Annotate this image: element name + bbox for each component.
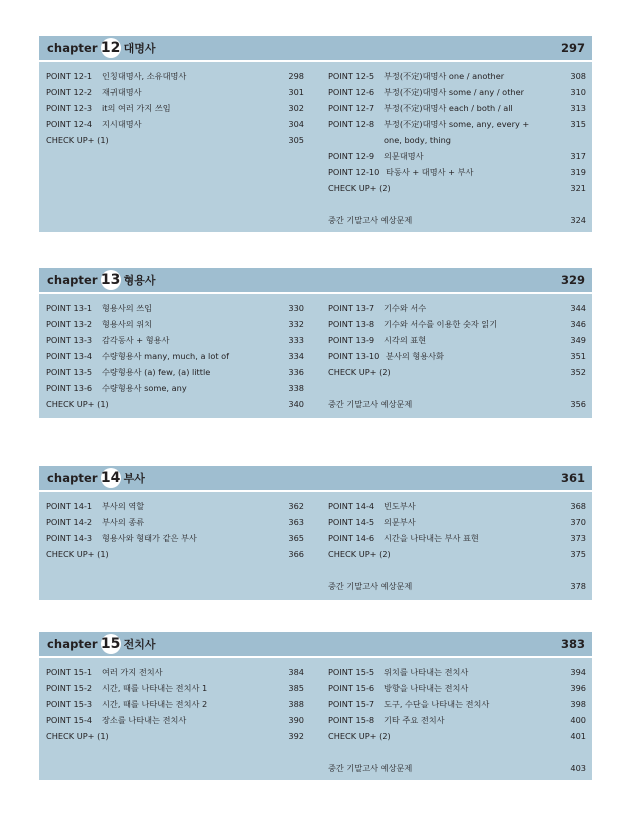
- entry-title: 형용사의 위치: [102, 319, 153, 329]
- entry-page: 321: [570, 183, 586, 193]
- chapter-contents: [39, 294, 592, 418]
- entry-code: POINT 15-5: [328, 667, 375, 677]
- toc-entry[interactable]: [328, 68, 586, 84]
- contents-right-column: [328, 664, 586, 776]
- chapter-number-badge: 15: [100, 636, 121, 652]
- entry-code: POINT 12-5: [328, 71, 375, 81]
- toc-entry[interactable]: [328, 316, 586, 332]
- entry-page: 298: [288, 71, 304, 81]
- entry-title: 방향을 나타내는 전치사: [384, 683, 469, 693]
- entry-page: 324: [570, 215, 586, 225]
- entry-page: 356: [570, 399, 586, 409]
- toc-entry[interactable]: [46, 84, 304, 100]
- entry-title: 도구, 수단을 나타내는 전치사: [384, 699, 490, 709]
- chapter-label: chapter: [47, 637, 98, 651]
- toc-entry[interactable]: [46, 712, 304, 728]
- contents-right-column: [328, 300, 586, 412]
- entry-code: POINT 13-10: [328, 351, 380, 361]
- entry-page: 340: [288, 399, 304, 409]
- chapter-header[interactable]: [39, 36, 592, 60]
- entry-page: 370: [570, 517, 586, 527]
- contents-right-column: [328, 498, 586, 594]
- spacer: [328, 380, 586, 396]
- toc-entry[interactable]: [328, 148, 586, 164]
- entry-code: POINT 15-8: [328, 715, 375, 725]
- entry-title: 부정(不定)대명사 some, any, every +: [384, 119, 530, 129]
- entry-title: 형용사의 쓰임: [102, 303, 153, 313]
- chapter-header[interactable]: [39, 466, 592, 490]
- chapter-contents: [39, 492, 592, 600]
- chapter-15-section: [39, 632, 592, 780]
- entry-code: POINT 12-9: [328, 151, 375, 161]
- chapter-header[interactable]: [39, 268, 592, 292]
- entry-code: POINT 12-2: [46, 87, 93, 97]
- toc-entry[interactable]: [328, 664, 586, 680]
- entry-code: POINT 14-3: [46, 533, 93, 543]
- entry-code: POINT 15-7: [328, 699, 375, 709]
- chapter-title: 부사: [123, 472, 145, 485]
- entry-code: CHECK UP+ (1): [46, 399, 109, 409]
- entry-page: 346: [570, 319, 586, 329]
- entry-page: 388: [288, 699, 304, 709]
- toc-entry[interactable]: [46, 348, 304, 364]
- toc-entry[interactable]: [328, 300, 586, 316]
- entry-code: POINT 14-2: [46, 517, 93, 527]
- entry-page: 378: [570, 581, 586, 591]
- entry-code: POINT 14-6: [328, 533, 375, 543]
- entry-code: POINT 12-4: [46, 119, 93, 129]
- entry-title: 인칭대명사, 소유대명사: [102, 71, 187, 81]
- entry-code: POINT 14-1: [46, 501, 93, 511]
- entry-page: 344: [570, 303, 586, 313]
- spacer: [328, 744, 586, 760]
- chapter-12-section: [39, 36, 592, 232]
- entry-code: POINT 15-6: [328, 683, 375, 693]
- entry-title: 시각의 표현: [384, 335, 427, 345]
- entry-page: 301: [288, 87, 304, 97]
- toc-entry[interactable]: [46, 396, 304, 412]
- entry-title: 기수와 서수를 이용한 숫자 읽기: [384, 319, 498, 329]
- chapter-label: chapter: [47, 471, 98, 485]
- entry-page: 302: [288, 103, 304, 113]
- chapter-page-number: 329: [560, 273, 585, 287]
- entry-code: POINT 13-1: [46, 303, 93, 313]
- toc-entry[interactable]: [46, 364, 304, 380]
- chapter-number-badge: 13: [100, 272, 121, 288]
- toc-entry[interactable]: [328, 364, 586, 380]
- entry-page: 330: [288, 303, 304, 313]
- chapter-13-section: [39, 268, 592, 418]
- toc-entry-exam[interactable]: [328, 760, 586, 776]
- entry-title: 의문부사: [384, 517, 416, 527]
- entry-title: 시간, 때를 나타내는 전치사 1: [102, 683, 208, 693]
- chapter-label: chapter: [47, 273, 98, 287]
- entry-page: 398: [570, 699, 586, 709]
- entry-page: 400: [570, 715, 586, 725]
- spacer: [328, 562, 586, 578]
- toc-entry[interactable]: [328, 498, 586, 514]
- toc-entry[interactable]: [328, 348, 586, 364]
- entry-page: 310: [570, 87, 586, 97]
- entry-page: 392: [288, 731, 304, 741]
- toc-entry[interactable]: [46, 316, 304, 332]
- entry-title: 감각동사 + 형용사: [102, 335, 170, 345]
- entry-code: POINT 13-9: [328, 335, 375, 345]
- toc-entry[interactable]: [46, 530, 304, 546]
- toc-entry[interactable]: [46, 546, 304, 562]
- entry-title: 재귀대명사: [102, 87, 142, 97]
- entry-title: 부정(不定)대명사 some / any / other: [384, 87, 524, 97]
- entry-code: CHECK UP+ (2): [328, 367, 391, 377]
- entry-code: CHECK UP+ (2): [328, 731, 391, 741]
- entry-code: 중간 기말고사 예상문제: [328, 399, 413, 409]
- entry-title: it의 여러 가지 쓰임: [102, 103, 171, 113]
- entry-page: 351: [570, 351, 586, 361]
- entry-title: 장소를 나타내는 전치사: [102, 715, 187, 725]
- entry-code: POINT 14-5: [328, 517, 375, 527]
- entry-code: POINT 12-7: [328, 103, 375, 113]
- entry-page: 315: [570, 119, 586, 129]
- entry-page: 317: [570, 151, 586, 161]
- entry-title: 위치를 나타내는 전치사: [384, 667, 469, 677]
- entry-page: 396: [570, 683, 586, 693]
- toc-entry[interactable]: [328, 546, 586, 562]
- entry-page: 368: [570, 501, 586, 511]
- toc-entry-exam[interactable]: [328, 578, 586, 594]
- toc-entry[interactable]: [328, 680, 586, 696]
- entry-title: 여러 가지 전치사: [102, 667, 163, 677]
- entry-page: 384: [288, 667, 304, 677]
- entry-page: 349: [570, 335, 586, 345]
- entry-code: POINT 15-3: [46, 699, 93, 709]
- entry-page: 394: [570, 667, 586, 677]
- entry-code: POINT 13-7: [328, 303, 375, 313]
- spacer: [328, 196, 586, 212]
- entry-title: 기수와 서수: [384, 303, 427, 313]
- entry-page: 363: [288, 517, 304, 527]
- entry-page: 332: [288, 319, 304, 329]
- entry-title: 시간을 나타내는 부사 표현: [384, 533, 479, 543]
- toc-entry[interactable]: [328, 116, 586, 132]
- chapter-contents: [39, 62, 592, 232]
- entry-page: 304: [288, 119, 304, 129]
- toc-entry[interactable]: [328, 100, 586, 116]
- entry-title: 부사의 역할: [102, 501, 145, 511]
- toc-entry[interactable]: [46, 300, 304, 316]
- toc-entry[interactable]: [46, 664, 304, 680]
- entry-code: POINT 12-8: [328, 119, 375, 129]
- entry-title: 분사의 형용사화: [386, 351, 444, 361]
- entry-code: POINT 12-10: [328, 167, 380, 177]
- entry-code: CHECK UP+ (2): [328, 183, 391, 193]
- toc-entry[interactable]: [328, 696, 586, 712]
- entry-title: 시간, 때를 나타내는 전치사 2: [102, 699, 208, 709]
- entry-code: POINT 12-6: [328, 87, 375, 97]
- chapter-page-number: 297: [560, 41, 585, 55]
- chapter-label: chapter: [47, 41, 98, 55]
- entry-title: 형용사와 형태가 같은 부사: [102, 533, 197, 543]
- chapter-title: 형용사: [123, 274, 156, 287]
- entry-title: 수량형용사 some, any: [102, 383, 187, 393]
- toc-entry[interactable]: [46, 68, 304, 84]
- contents-left-column: [46, 68, 304, 148]
- entry-page: 390: [288, 715, 304, 725]
- entry-page: 336: [288, 367, 304, 377]
- toc-entry[interactable]: [46, 514, 304, 530]
- toc-entry[interactable]: [46, 332, 304, 348]
- entry-code: POINT 15-4: [46, 715, 93, 725]
- chapter-14-section: [39, 466, 592, 600]
- chapter-page-number: 361: [560, 471, 585, 485]
- entry-code: POINT 12-1: [46, 71, 93, 81]
- toc-entry-exam[interactable]: [328, 212, 586, 228]
- entry-code: POINT 14-4: [328, 501, 375, 511]
- entry-code: POINT 13-6: [46, 383, 93, 393]
- toc-entry[interactable]: [328, 164, 586, 180]
- entry-title: 타동사 + 대명사 + 부사: [386, 167, 474, 177]
- entry-code: CHECK UP+ (1): [46, 135, 109, 145]
- entry-code: 중간 기말고사 예상문제: [328, 581, 413, 591]
- entry-page: 362: [288, 501, 304, 511]
- toc-entry[interactable]: [328, 530, 586, 546]
- entry-code: POINT 12-3: [46, 103, 93, 113]
- entry-page: 365: [288, 533, 304, 543]
- entry-title: 부사의 종류: [102, 517, 145, 527]
- entry-title: 기타 주요 전치사: [384, 715, 445, 725]
- chapter-title: 전치사: [123, 638, 156, 651]
- entry-page: 313: [570, 103, 586, 113]
- entry-code: POINT 13-3: [46, 335, 93, 345]
- entry-page: 401: [570, 731, 586, 741]
- toc-entry[interactable]: [46, 728, 304, 744]
- entry-page: 305: [288, 135, 304, 145]
- toc-entry[interactable]: [46, 696, 304, 712]
- entry-page: 375: [570, 549, 586, 559]
- entry-page: 308: [570, 71, 586, 81]
- entry-title: 부정(不定)대명사 one / another: [384, 71, 505, 81]
- entry-code: POINT 13-4: [46, 351, 93, 361]
- chapter-page-number: 383: [560, 637, 585, 651]
- entry-title: 빈도부사: [384, 501, 416, 511]
- entry-page: 366: [288, 549, 304, 559]
- toc-entry[interactable]: [46, 680, 304, 696]
- entry-title: one, body, thing: [384, 135, 451, 145]
- toc-entry[interactable]: [46, 116, 304, 132]
- chapter-number-badge: 12: [100, 40, 121, 56]
- chapter-contents: [39, 658, 592, 780]
- toc-entry[interactable]: [328, 514, 586, 530]
- entry-title: 수량형용사 (a) few, (a) little: [102, 367, 211, 377]
- entry-code: 중간 기말고사 예상문제: [328, 763, 413, 773]
- entry-page: 352: [570, 367, 586, 377]
- entry-code: POINT 15-2: [46, 683, 93, 693]
- chapter-number-badge: 14: [100, 470, 121, 486]
- toc-entry-continuation: [328, 132, 586, 148]
- entry-code: POINT 13-8: [328, 319, 375, 329]
- toc-entry[interactable]: [328, 712, 586, 728]
- toc-entry[interactable]: [46, 100, 304, 116]
- entry-page: 373: [570, 533, 586, 543]
- entry-title: 수량형용사 many, much, a lot of: [102, 351, 230, 361]
- toc-entry[interactable]: [46, 498, 304, 514]
- entry-code: POINT 13-2: [46, 319, 93, 329]
- entry-title: 의문대명사: [384, 151, 424, 161]
- entry-code: POINT 15-1: [46, 667, 93, 677]
- entry-page: 334: [288, 351, 304, 361]
- entry-page: 403: [570, 763, 586, 773]
- toc-entry[interactable]: [328, 84, 586, 100]
- toc-entry[interactable]: [46, 132, 304, 148]
- toc-entry[interactable]: [328, 332, 586, 348]
- entry-code: CHECK UP+ (1): [46, 731, 109, 741]
- entry-page: 333: [288, 335, 304, 345]
- toc-entry[interactable]: [328, 728, 586, 744]
- contents-right-column: [328, 68, 586, 228]
- entry-title: 지시대명사: [102, 119, 142, 129]
- toc-entry[interactable]: [46, 380, 304, 396]
- chapter-header[interactable]: [39, 632, 592, 656]
- contents-left-column: [46, 664, 304, 744]
- entry-code: CHECK UP+ (1): [46, 549, 109, 559]
- contents-left-column: [46, 300, 304, 412]
- entry-code: CHECK UP+ (2): [328, 549, 391, 559]
- entry-code: POINT 13-5: [46, 367, 93, 377]
- toc-entry-exam[interactable]: [328, 396, 586, 412]
- toc-entry[interactable]: [328, 180, 586, 196]
- entry-code: 중간 기말고사 예상문제: [328, 215, 413, 225]
- entry-title: 부정(不定)대명사 each / both / all: [384, 103, 513, 113]
- entry-page: 385: [288, 683, 304, 693]
- entry-page: 338: [288, 383, 304, 393]
- chapter-title: 대명사: [123, 42, 156, 55]
- entry-page: 319: [570, 167, 586, 177]
- contents-left-column: [46, 498, 304, 562]
